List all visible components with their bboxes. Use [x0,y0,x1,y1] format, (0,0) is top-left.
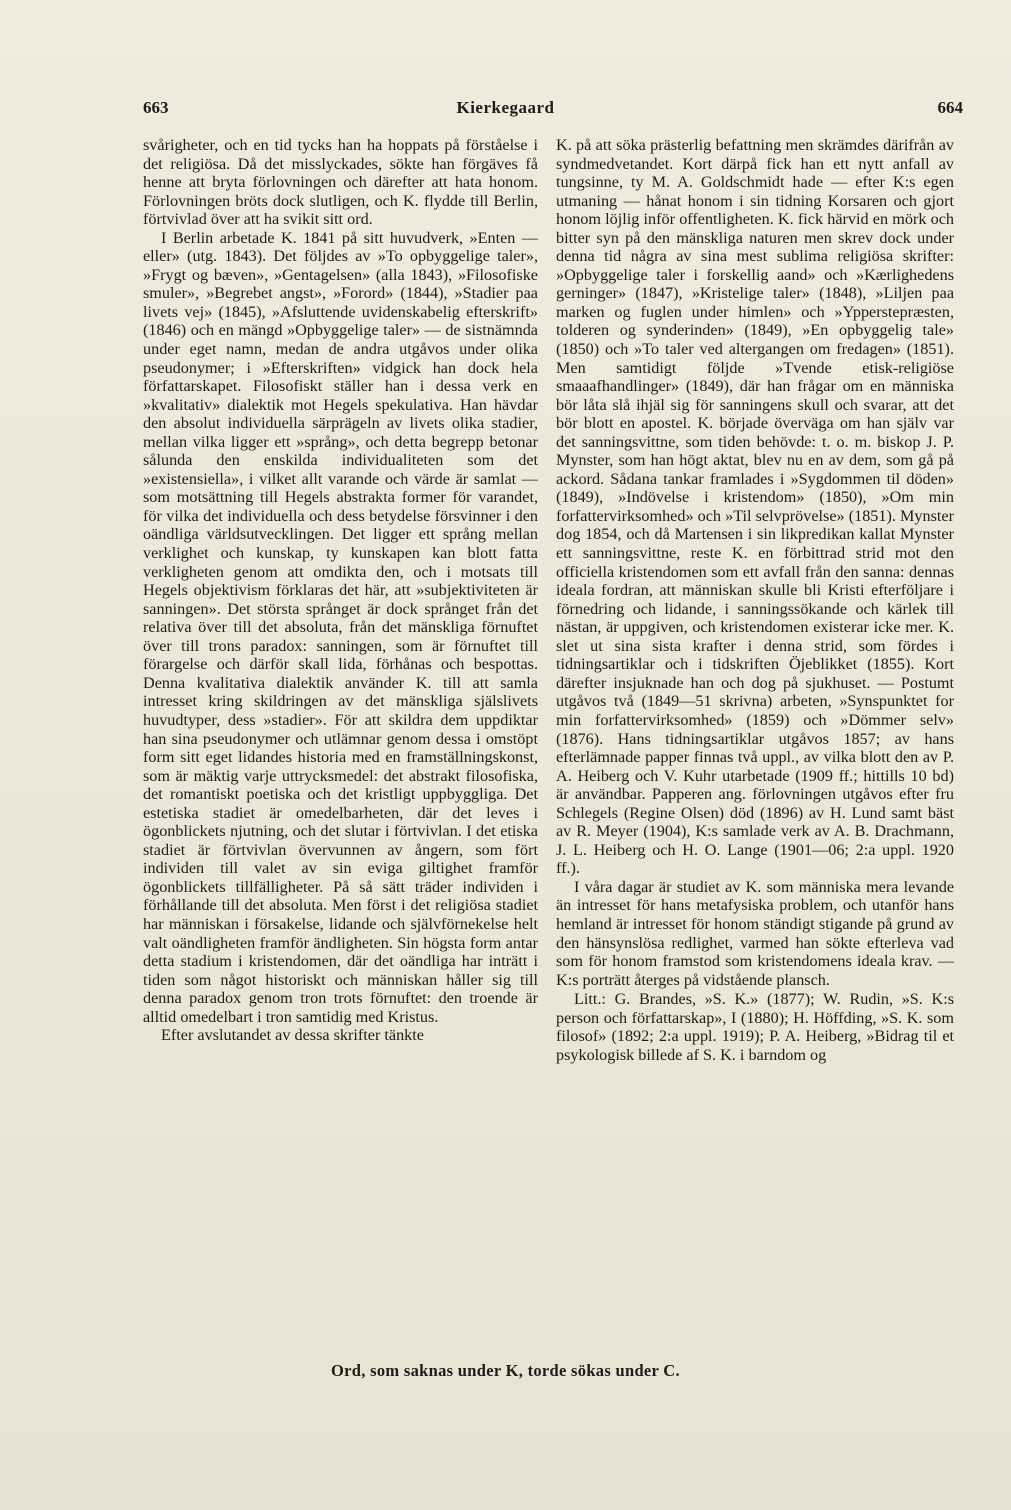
left-page-number: 663 [143,98,169,117]
left-column [143,136,538,1045]
right-column [556,136,954,1064]
left-paragraph-3: Efter avslutandet av dessa skrifter tänkte [161,1026,424,1045]
right-paragraph-1: K. på att söka prästerlig befattning men skrämdes därifrån av syndmedvetandet. Kort därpå fick han ett nytt anfall av tungsinne, ty M. A. Goldschmidt hade — efter K:s egen utmaning — hånat honom i sin tidning Korsaren och gjort honom löjlig inför offentligheten. K. fick härvid en mörk och bitter syn på den mänskliga naturen men skrev dock under denna tid några av sina mest sublima religiösa skrifter: »Opbyggelige taler i forskellig aand» och »Kærlighedens gerninger» (1847), »Kristelige taler» (1848), »Liljen paa marken og fuglen under himlen» och »Ypperstepræsten, tolderen og synderinden» (1849), »En opbyggelig tale» (1850) och »To taler ved altergangen om fredagen» (1851). Men samtidigt följde »Tvende etisk-religiöse smaaafhandlinger» (1849), där han frågar om en människa bör låta slå ihjäl sig för sanningens skull och svarar, att det bör blott en apostel. K. började överväga om han själv var det sanningsvittne, som tiden behövde: t. o. m. biskop J. P. Mynster, som han högt aktat, blev nu en av dem, som gå på ackord. Sådana tankar framlades i »Sygdommen til döden» (1849), »Indövelse i kristendom» (1850), »Om min forfattervirksomhed» och »Til selvprövelse» (1851). Mynster dog 1854, och då Martensen i sin likpredikan kallat Mynster ett sanningsvittne, reste K. en förbittrad strid mot den officiella kristendomen som ett avfall från den sanna: dennas ideala fordran, att människan skulle bli Kristi efterföljare i förnedring och lidande, i sanningssökande och kärlek till nästan, är uppgiven, och kristendomen existerar icke mer. K. slet ut sina sista krafter i denna strid, som fördes i tidningsartiklar och i tidskriften Öjeblikket (1855). Kort därefter insjuknade han och dog på sjukhuset. — Postumt utgåvos två (1849—51 skrivna) arbeten, »Synspunktet for min forfattervirksomhed» (1859) och »Dömmer selv» (1876). Hans tidningsartiklar utgåvos 1857; av hans efterlämnade papper finnas två uppl., av vilka blott den av P. A. Heiberg och V. Kuhr utarbetade (1909 ff.; hittills 10 bd) är användbar. Papperen ang. förlovningen utgåvos efter fru Schlegels (Regine Olsen) död (1896) av H. Lund samt bäst av R. Meyer (1904), K:s samlade verk av A. B. Drachmann, J. L. Heiberg och H. O. Lange (1901—06; 2:a uppl. 1920 ff.). [556,136,954,878]
running-title: Kierkegaard [456,98,555,117]
literature-paragraph: Litt.: G. Brandes, »S. K.» (1877); W. Rudin, »S. K:s person och författarskap», I (1880); H. Höffding, »S. K. som filosof» (1892; 2:a uppl. 1919); P. A. Heiberg, »Bidrag til et psykologisk billede af S. K. i barndom og [556,990,954,1064]
right-paragraph-2: I våra dagar är studiet av K. som människa mera levande än intresset för hans metafysiska problem, och utanför hans hemland är intresset för honom ständigt stigande på grund av den hänsynslösa redlighet, varmed han sökte efterleva vad som för honom framstod som kristendomens ideala krav. — K:s porträtt återges på vidstående plansch. [556,877,954,989]
footer-note: Ord, som saknas under K, torde sökas under C. [331,1361,680,1380]
right-page-number: 664 [937,98,963,117]
left-paragraph-1: svårigheter, och en tid tycks han ha hoppats på förståelse i det religiösa. Då det misslyckades, sökte han förgäves få henne att bryta förlovningen och därefter att hata honom. Förlovningen bröts dock slutligen, och K. flydde till Berlin, förtvivlad över att ha svikit sitt ord. [143,136,538,229]
left-paragraph-2: I Berlin arbetade K. 1841 på sitt huvudverk, »Enten — eller» (utg. 1843). Det följdes av »To opbyggelige taler», »Frygt og bæven», »Gentagelsen» (alla 1843), »Filosofiske smuler», »Begrebet angst», »Forord» (1844), »Stadier paa livets vej» (1845), »Afsluttende uvidenskabelig efterskrift» (1846) och en mängd »Opbyggelige taler» — de sistnämnda under eget namn, medan de andra utgåvos under olika pseudonymer; i »Efterskriften» vidgick han dock hela författarskapet. Filosofiskt ställer han i dessa verk en »kvalitativ» dialektik mot Hegels spekulativa. Han hävdar den absolut individuella särprägeln av livets olika stadier, mellan vilka ligger ett »språng», och detta begrepp betonar sålunda den enskilda individualiteten som det »existensiella», i vilket allt varande och värde är samlat — som motsättning till Hegels abstrakta former för varandet, för vilka det individuella och dess betydelse försvinner i den oändliga världsutvecklingen. Det ligger ett språng mellan verklighet och kunskap, ty kunskapen kan blott fatta verkligheten genom att omdikta den, och i motsats till Hegels objektivism förklaras det här, att »subjektiviteten är sanningen». Det största språnget är dock språnget från det relativa över till det absoluta, från det mänskliga förnuftet över till trons paradox: sanningen, som är förnuftet till förargelse och därför skall lida, förhånas och bespottas. Denna kvalitativa dialektik använder K. till att samla intresset kring skildringen av det mänskliga själslivets huvudtyper, dess »stadier». För att skildra dem uppdiktar han sina pseudonymer och utlämnar genom dessa i omstöpt form sitt eget lidandes historia med en framställningskonst, som är mäktig varje uttrycksmedel: det abstrakt filosofiska, det romantiskt poetiska och det kristligt uppbyggliga. Det estetiska stadiet är omedelbarheten, där det leves i ögonblickets njutning, och det slutar i förtvivlan. I det etiska stadiet är förtvivlan övervunnen av ångern, som fört individen till valet av sin eviga giltighet framför ögonblickets tillfälligheter. På så sätt träder individen i förhållande till det absoluta. Men först i det religiösa stadiet har människan i försakelse, lidande och självförnekelse helt valt oändligheten framför ändligheten. Sin högsta form antar detta stadium i kristendomen, där det oändliga har inträtt i tiden som något historiskt och människan håller sig till denna paradox genom tron trots förnuftet: den troende är alltid omedelbart i tron samtidig med Kristus. [143,228,538,1026]
page-header [0,98,1011,124]
